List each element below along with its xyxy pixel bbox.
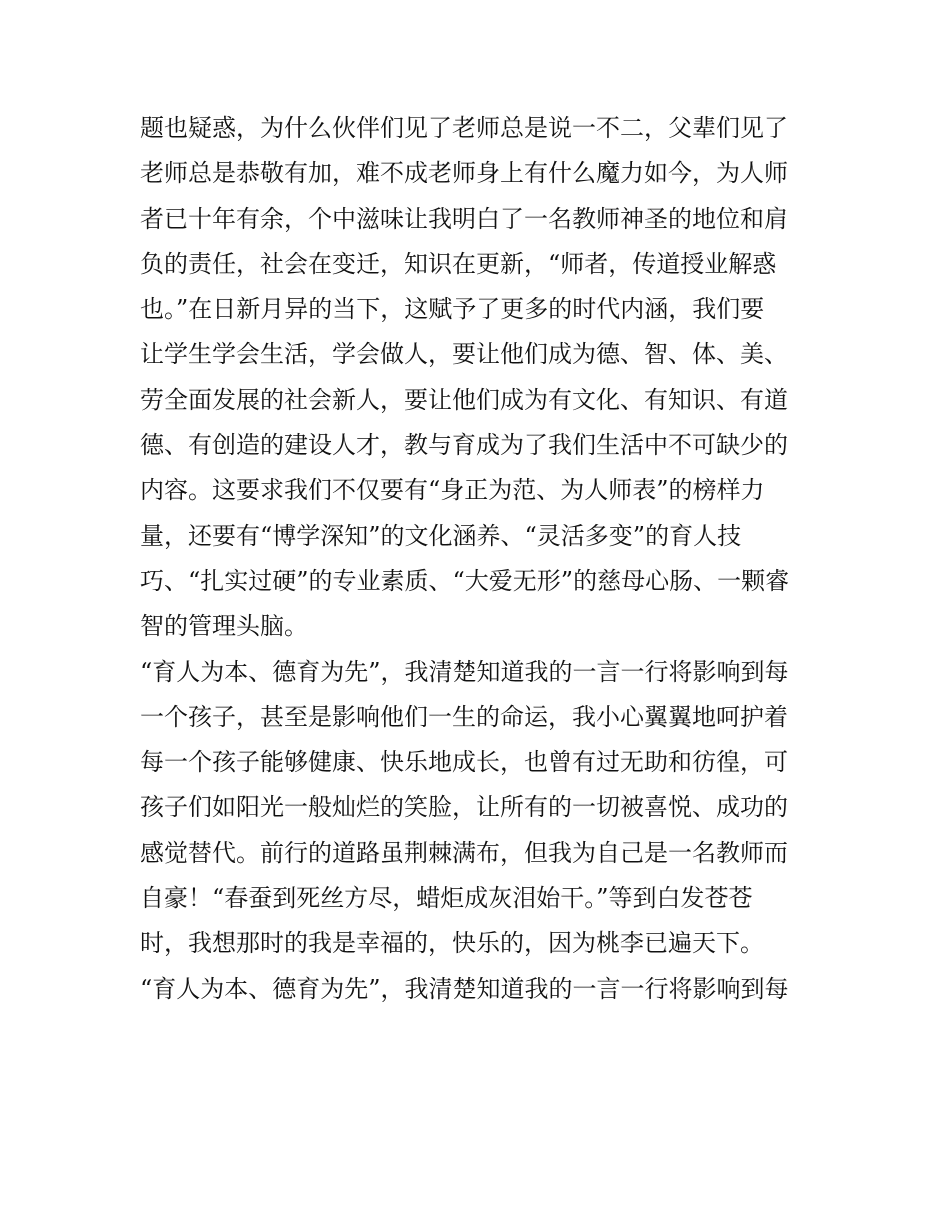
text-line: 巧、“扎实过硬”的专业素质、“大爱无形”的慈母心肠、一颗睿 xyxy=(140,566,790,595)
text-line: “育人为本、德育为先”，我清楚知道我的一言一行将影响到每 xyxy=(140,974,789,1003)
text-line: 德、有创造的建设人才，教与育成为了我们生活中不可缺少的 xyxy=(140,431,788,460)
text-line: “育人为本、德育为先”，我清楚知道我的一言一行将影响到每 xyxy=(140,657,789,686)
text-line: 题也疑惑，为什么伙伴们见了老师总是说一不二，父辈们见了 xyxy=(140,114,788,142)
text-line: 内容。这要求我们不仅要有“身正为范、为人师表”的榜样力 xyxy=(140,476,765,505)
text-line: 让学生学会生活，学会做人，要让他们成为德、智、体、美、 xyxy=(140,340,788,369)
text-line: 一个孩子，甚至是影响他们一生的命运，我小心翼翼地呵护着 xyxy=(140,702,788,731)
text-line: 自豪！“春蚕到死丝方尽，蜡炬成灰泪始干。”等到白发苍苍 xyxy=(140,884,753,913)
text-line: 者已十年有余，个中滋味让我明白了一名教师神圣的地位和肩 xyxy=(140,204,788,233)
text-line: 每一个孩子能够健康、快乐地成长，也曾有过无助和彷徨，可 xyxy=(140,748,788,777)
body-text xyxy=(140,106,830,1012)
text-line: 智的管理头脑。 xyxy=(140,612,308,641)
text-line: 感觉替代。前行的道路虽荆棘满布，但我为自己是一名教师而 xyxy=(140,838,788,867)
text-line: 负的责任，社会在变迁，知识在更新，“师者，传道授业解惑 xyxy=(140,249,777,278)
text-line: 量，还要有“博学深知”的文化涵养、“灵活多变”的育人技 xyxy=(140,521,742,550)
text-line: 时，我想那时的我是幸福的，快乐的，因为桃李已遍天下。 xyxy=(140,929,764,958)
text-line: 老师总是恭敬有加，难不成老师身上有什么魔力如今，为人师 xyxy=(140,159,788,188)
text-line: 也。”在日新月异的当下，这赋予了更多的时代内涵，我们要 xyxy=(140,295,765,324)
text-line: 孩子们如阳光一般灿烂的笑脸，让所有的一切被喜悦、成功的 xyxy=(140,793,788,822)
text-line: 劳全面发展的社会新人，要让他们成为有文化、有知识、有道 xyxy=(140,385,788,414)
